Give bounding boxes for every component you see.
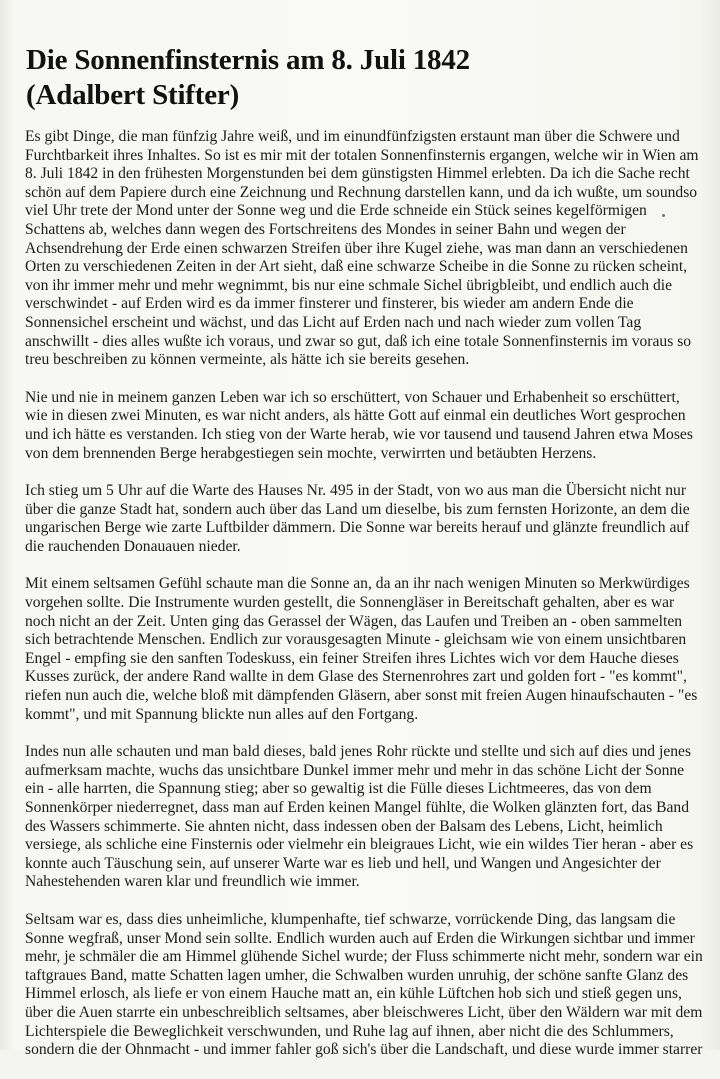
text-line: versiege, als schliche eine Finsternis oder vielmehr ein bleigraues Licht, wie ein wildes Tier heran - aber es [25, 836, 694, 854]
paragraph-4 [25, 575, 705, 724]
text-line: noch nicht an der Zeit. Unten ging das Gerassel der Wägen, das Laufen und Treiben an - oben sammelten [25, 612, 683, 630]
text-line: und ich hätte es verstanden. Ich stieg von der Warte herab, wie vor tausend und tausend Jahren etwa Moses [25, 425, 693, 443]
text-line: Sonnenkörper niederregnet, dass man auf Erden keinen Mangel fühlte, die Wolken glänzten fort, das Band [25, 799, 690, 816]
title-line: Die Sonnenfinsternis am 8. Juli 1842 [26, 44, 470, 76]
text-line: Sonne wegfraß, unser Mond sein sollte. Endlich wurden auch auf Erden die Wirkungen sichtbar und immer [25, 929, 695, 947]
text-line: Kusses zurück, der andere Rand wallte in dem Glase des Sternenrohres zart und golden fort - "es kommt", [25, 668, 687, 686]
text-line: anschwillt - dies alles wußte ich voraus, und zwar so gut, daß ich eine totale Sonnenfinsternis im voraus so [25, 332, 692, 350]
text-line: vorgehen sollte. Die Instrumente wurden gestellt, die Sonnengläser in Bereitschaft gehalten, aber es war [25, 594, 675, 612]
text-line: treu beschreiben zu können vermeinte, als hätte ich sie bereits gesehen. [25, 351, 470, 369]
text-line: Ich stieg um 5 Uhr auf die Warte des Hauses Nr. 495 in der Stadt, von wo aus man die Übersicht nicht nur [25, 482, 687, 500]
text-line: die rauchenden Donauauen nieder. [25, 537, 241, 555]
text-line: von ihr immer mehr und mehr wegnimmt, bis nur eine schmale Sichel übrigbleibt, und endlich auch die [25, 276, 672, 294]
text-line: Sonnensichel erscheint und wächst, und das Licht auf Erden nach und nach wieder zum vollen Tag [25, 313, 642, 331]
text-line: Nie und nie in meinem ganzen Leben war ich so erschüttert, von Schauer und Erhabenheit so erschüttert, [25, 388, 680, 406]
text-line: Indes nun alle schauten und man bald dieses, bald jenes Rohr rückte und stellte und sich auf dies und jenes [25, 743, 692, 761]
text-line: von dem brennenden Berge herabgestiegen sein mochte, verwirrten und betäubten Herzens. [25, 444, 597, 462]
text-line: des Wassers schimmerte. Sie ahnten nicht, dass indessen oben der Balsam des Lebens, Licht, heimlich [25, 817, 663, 835]
text-line: viel Uhr trete der Mond unter der Sonne weg und die Erde schneide ein Stück seines kegelförmigen [25, 202, 647, 220]
paragraph-5 [25, 743, 705, 892]
text-line: ein - alle harrten, die Spannung stieg; aber so gewaltig ist die Fülle dieses Lichtmeeres, das von dem [25, 780, 652, 798]
text-line: Schattens ab, welches dann wegen des Fortschreitens des Mondes in seiner Bahn und wegen der [25, 220, 626, 238]
text-line: ungarischen Berge wie zarte Luftbilder dämmern. Die Sonne war bereits herauf und glänzte freundlich auf [25, 519, 690, 537]
text-line: schön auf dem Papiere durch eine Zeichnung und Rechnung darstellen kann, und da ich wußte, um soundso [25, 183, 698, 201]
text-line: Himmel erlosch, als liefe er von einem Hauche matt an, ein kühle Lüftchen hob sich und stieß gegen uns, [25, 985, 682, 1003]
text-line: aufmerksam machte, wuchs das unsichtbare Dunkel immer mehr und mehr in das schöne Licht der Sonne [25, 761, 685, 779]
text-line: Nahestehenden waren klar und freundlich wie immer. [25, 873, 360, 891]
text-line: Es gibt Dinge, die man fünfzig Jahre weiß, und im einundfünfzigsten erstaunt man über die Schwere und [25, 128, 680, 145]
author-line: (Adalbert Stifter) [26, 79, 240, 111]
document-title [26, 43, 470, 113]
text-line: kommt", und mit Spannung blickte nun alles auf den Fortgang. [25, 705, 419, 723]
text-line: konnte auch Täuschung sein, auf unserer Warte war es lieb und hell, und Wangen und Angesichter der [25, 854, 661, 872]
text-line: Seltsam war es, dass dies unheimliche, klumpenhafte, tief schwarze, vorrückende Ding, das langsam die [25, 910, 676, 928]
text-line: taftgraues Band, matte Schatten lagen umher, die Schwalben wurden unruhig, der schöne sanfte Glanz des [25, 966, 689, 984]
text-line: Lichterspiele die Beweglichkeit verschwunden, und Ruhe lag auf ihnen, aber nicht die des Schlummers, [25, 1022, 674, 1040]
paragraph-3 [25, 482, 705, 556]
scan-speck [662, 214, 665, 217]
paragraph-6 [25, 911, 705, 1060]
text-line: Engel - empfing sie den sanften Todeskuss, ein feiner Streifen ihres Lichtes wich vor dem Hauche dieses [25, 649, 679, 667]
paragraph-2 [25, 389, 705, 463]
document-body [25, 128, 705, 1079]
text-line: wie in diesen zwei Minuten, es war nicht anders, als hätte Gott auf einmal ein deutliches Wort gesprochen [25, 407, 686, 425]
text-line: Furchtbarkeit ihres Inhaltes. So ist es mir mit der totalen Sonnenfinsternis ergangen, welche wir in Wien am [25, 146, 699, 164]
text-line: mehr, je schmäler die am Himmel glühende Sichel wurde; der Fluss schimmerte nicht mehr, sondern war ein [25, 948, 703, 966]
text-line: sich betrachtende Menschen. Endlich zur vorausgesagten Minute - gleichsam wie von einem unsichtbaren [25, 631, 687, 649]
text-line: riefen nun auch die, welche bloß mit dämpfenden Gläsern, aber sonst mit freien Augen hinaufschauten - "es [25, 687, 698, 705]
text-line: verschwindet - auf Erden wird es da immer finsterer und finsterer, bis wieder am andern Ende die [25, 295, 634, 313]
text-line: über die ganze Stadt hat, sondern auch über das Land um dieselbe, bis zum fernsten Horizonte, an dem die [25, 500, 690, 518]
text-line: 8. Juli 1842 in den frühesten Morgenstunden bei dem günstigsten Himmel erlebten. Da ich die Sache recht [25, 165, 690, 183]
paragraph-1 [25, 128, 705, 370]
text-line: sondern die der Ohnmacht - und immer fahler goß sich's über die Landschaft, und diese wurde immer starrer [25, 1041, 703, 1059]
text-line: Mit einem seltsamen Gefühl schaute man die Sonne an, da an ihr nach wenigen Minuten so Merkwürdiges [25, 575, 690, 593]
text-line: über die Auen starrte ein unbeschreiblich seltsames, aber bleischweres Licht, über den Wäldern war mit dem [25, 1003, 703, 1021]
text-line: Orten zu verschiedenen Zeiten in der Art sieht, daß eine schwarze Scheibe in die Sonne zu rücken scheint, [25, 258, 688, 276]
text-line: Achsendrehung der Erde einen schwarzen Streifen über ihre Kugel ziehe, was man dann an verschiedenen [25, 239, 688, 257]
